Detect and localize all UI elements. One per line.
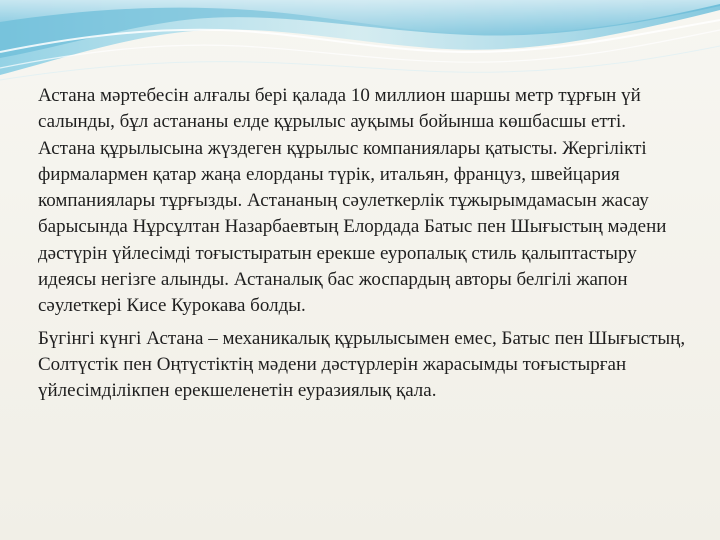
paragraph-1: Астана мәртебесін алғалы бері қалада 10 миллион шаршы метр тұрғын үй салынды, бұл астананы елде құрылыс ауқымы бойынша көшбасшы етті. Астана құрылысына жүздеген құрылыс компаниялары қатысты. Жергілікті фирмалармен қатар жаңа елорданы түрік, итальян, француз, швейцария компаниялары тұрғызды. Астананың сәулеткерлік тұжырымдамасын жасау барысында Нұрсұлтан Назарбаевтың Елордада Батыс пен Шығыстың мәдени дәстүрін үйлесімді тоғыстыратын ерекше еуропалық стиль қалыптастыру идеясы негізге алынды. Астаналық бас жоспардың авторы белгілі жапон сәулеткері Кисе Курокава болды. [38,85,667,317]
paragraph-2: Бүгінгі күнгі Астана – механикалық құрылысымен емес, Батыс пен Шығыстың, Солтүстік пен Оңтүстіктің мәдени дәстүрлерін жарасымды тоғыстырған үйлесімділікпен ерекшеленетін еуразиялық қала. [38,327,686,402]
wave-decoration [0,0,720,90]
slide-body [38,83,688,405]
